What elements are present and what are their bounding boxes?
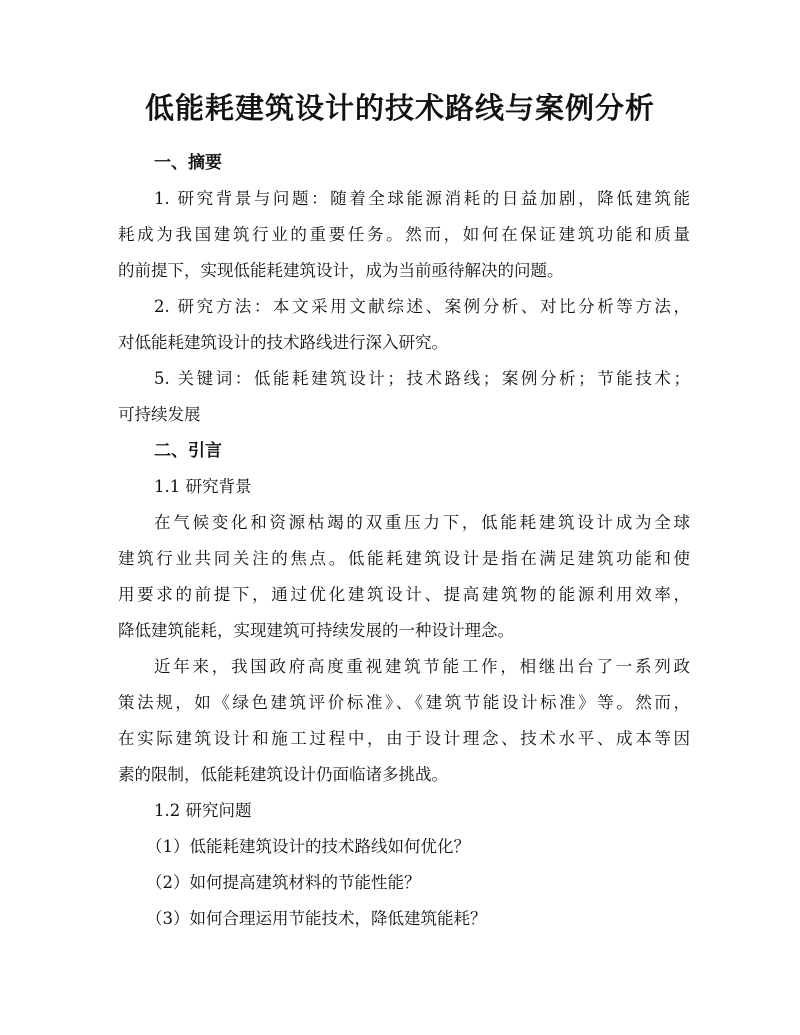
paragraph-2-line: 在实际建筑设计和施工过程中，由于设计理念、技术水平、成本等因 [118, 729, 690, 748]
section-1-2-heading: 1.2 研究问题 [154, 801, 252, 820]
abstract-item-1-line: 1. 研究背景与问题：随着全球能源消耗的日益加剧，降低建筑能 [154, 189, 690, 208]
paragraph-1-line: 降低建筑能耗，实现建筑可持续发展的一种设计理念。 [118, 621, 514, 640]
paragraph-2-line: 近年来，我国政府高度重视建筑节能工作，相继出台了一系列政 [154, 657, 690, 676]
intro-heading: 二、引言 [154, 441, 222, 461]
paragraph-2-line: 素的限制，低能耗建筑设计仍面临诸多挑战。 [118, 765, 448, 784]
abstract-keywords-line: 5. 关键词：低能耗建筑设计；技术路线；案例分析；节能技术； [154, 369, 690, 388]
research-question-3: （3）如何合理运用节能技术，降低建筑能耗？ [146, 909, 487, 928]
document-body [118, 145, 690, 937]
abstract-item-1-line: 的前提下，实现低能耗建筑设计，成为当前亟待解决的问题。 [118, 261, 564, 280]
paragraph-1-line: 用要求的前提下，通过优化建筑设计、提高建筑物的能源利用效率， [118, 585, 690, 604]
paragraph-2-line: 策法规，如《绿色建筑评价标准》、《建筑节能设计标准》等。然而， [118, 693, 690, 712]
abstract-keywords-line: 可持续发展 [118, 405, 201, 424]
research-question-1: （1）低能耗建筑设计的技术路线如何优化？ [146, 837, 470, 856]
abstract-item-2-line: 2. 研究方法：本文采用文献综述、案例分析、对比分析等方法， [154, 297, 690, 316]
document-title: 低能耗建筑设计的技术路线与案例分析 [144, 91, 655, 125]
abstract-heading: 一、摘要 [154, 153, 222, 173]
section-1-1-heading: 1.1 研究背景 [154, 477, 252, 496]
paragraph-1-line: 建筑行业共同关注的焦点。低能耗建筑设计是指在满足建筑功能和使 [118, 549, 690, 568]
research-question-2: （2）如何提高建筑材料的节能性能？ [146, 873, 421, 892]
abstract-item-2-line: 对低能耗建筑设计的技术路线进行深入研究。 [118, 333, 448, 352]
abstract-item-1-line: 耗成为我国建筑行业的重要任务。然而，如何在保证建筑功能和质量 [118, 225, 690, 244]
paragraph-1-line: 在气候变化和资源枯竭的双重压力下，低能耗建筑设计成为全球 [154, 513, 690, 532]
